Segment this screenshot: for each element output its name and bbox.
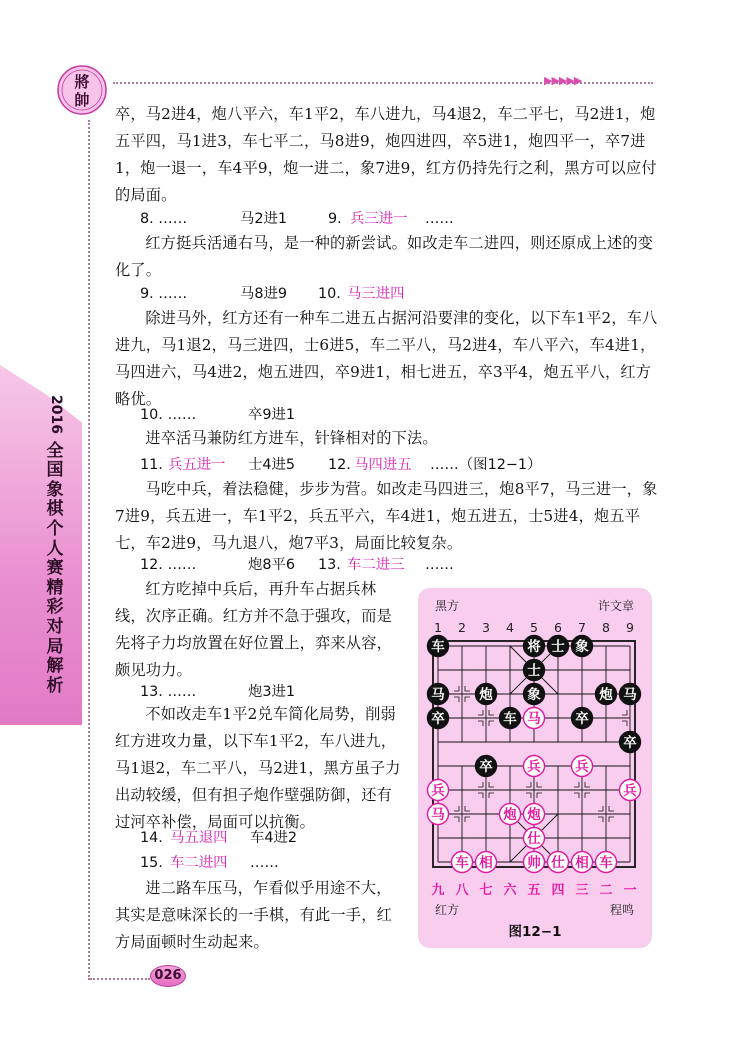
bottom-file-number: 三 [575,883,589,898]
black-piece-label: 车 [503,711,517,727]
footer-dotted-rule [90,978,150,980]
xiangqi-board-diagram [418,588,652,948]
side-title-char: 赛 [46,558,64,579]
page-number-badge: 026 [150,965,186,987]
black-piece-label: 士 [527,663,541,679]
paragraph-6: 红方吃掉中兵后，再升车占据兵林线，次序正确。红方并不急于强攻，而是先将子力均放置在好位置上，弈来从容，颇见功力。 [115,580,392,679]
top-file-number: 2 [458,620,466,635]
position-mark [454,806,459,811]
black-piece-label: 卒 [479,759,493,775]
position-mark [465,686,470,691]
black-piece-label: 马 [623,687,637,703]
bottom-file-number: 六 [503,883,517,898]
paragraph-3: 除进马外，红方还有一种车二进五占据河沿要津的变化，以下车1平2，车八进九，马1退2，马三进四，士6进5，车二平八，马2进4，车八平六，车4进1，马四进六，马4进2，炮五进四，卒9进1，相七进五，卒3平4，炮五平八，红方略优。 [115,309,658,408]
position-mark [526,793,531,798]
red-piece-label: 仕 [527,831,541,847]
side-title-char: 人 [46,538,64,559]
side-title-year: 2016 [47,395,64,434]
red-piece-label: 车 [455,855,469,871]
position-mark [609,817,614,822]
red-piece-label: 马 [431,807,445,823]
top-file-number: 4 [506,620,514,635]
side-title-char: 局 [46,636,64,657]
paragraph-8: 进二路车压马，乍看似乎用途不大，其实是意味深长的一手棋，有此一手，红方局面顿时生动起来。 [115,879,392,951]
top-file-number: 1 [434,620,442,635]
position-mark [585,782,590,787]
position-mark [526,782,531,787]
paragraph-7: 不如改走车1平2兑车简化局势，削弱红方进攻力量，以下车1平2，车八进九，马1退2，车二平八，马2进1，黑方虽子力出动较缓，但有担子炮作壁强防御，还有过河卒补偿，局面可以抗衡。 [115,705,401,831]
red-piece-label: 炮 [503,807,517,823]
side-title-char: 全 [46,440,64,461]
red-piece-label: 兵 [527,759,541,775]
side-title-char: 棋 [46,499,64,520]
position-mark [465,806,470,811]
red-piece-label: 帅 [527,855,541,871]
red-piece-label: 相 [479,855,493,871]
black-piece-label: 马 [431,687,445,703]
position-mark [454,686,459,691]
top-file-number: 5 [530,620,538,635]
top-file-number: 3 [482,620,490,635]
position-mark [598,817,603,822]
side-title-char: 个 [46,518,64,539]
header-arrow-icons: ▶▶▶▶▶ [544,74,582,87]
paragraph-5: 马吃中兵，着法稳健，步步为营。如改走马四进三，炮8平7，马三进一，象7进9，兵五进一，车1平2，兵五平六，车4进1，炮五进五，士5进4，炮五平七，车2进9，马九退八，炮7平3，局面比较复杂。 [115,480,658,552]
position-mark [478,710,483,715]
side-title-char: 对 [46,616,64,637]
position-mark [598,806,603,811]
bottom-file-number: 八 [455,883,469,898]
red-side-label: 红方 [435,903,460,917]
svg-text:帥: 帥 [74,91,90,109]
black-player-name: 许文章 [597,599,634,613]
red-piece-label: 炮 [527,807,541,823]
red-piece-label: 仕 [551,855,565,871]
diagram-caption: 图12−1 [508,924,562,940]
top-file-number: 8 [602,620,610,635]
red-piece-label: 马 [527,711,541,727]
red-piece-label: 兵 [431,783,445,799]
black-piece-label: 卒 [623,735,637,751]
black-piece-label: 炮 [479,687,493,703]
black-piece-label: 卒 [431,711,445,727]
position-mark [454,817,459,822]
paragraph-1: 卒，马2进4，炮八平六，车1平2，车八进九，马4退2，车二平七，马2进1，炮五平四，马1进3，车七平二，马8进9，炮四进四，卒5进1，炮四平一，卒7进1，炮一退一，车4平9，炮一进二，象7进9，红方仍持先行之利，黑方可以应付的局面。 [115,105,657,204]
side-book-title [40,395,70,696]
position-mark [478,782,483,787]
position-mark [609,806,614,811]
position-mark [478,721,483,726]
bottom-file-number: 一 [623,883,637,898]
red-piece-label: 车 [599,855,613,871]
red-player-name: 程鸣 [609,903,634,917]
side-title-char: 精 [46,577,64,598]
position-mark [454,697,459,702]
side-title-char: 解 [46,656,64,677]
top-file-number: 6 [554,620,562,635]
position-mark [622,721,627,726]
top-file-number: 7 [578,620,586,635]
position-mark [489,782,494,787]
position-mark [478,793,483,798]
left-margin-rule [88,120,90,980]
side-title-char: 析 [46,675,64,696]
black-piece-label: 象 [527,687,541,703]
position-mark [574,782,579,787]
bottom-file-number: 九 [431,883,445,898]
red-piece-label: 相 [575,855,589,871]
paragraph-4: 进卒活马兼防红方进车，针锋相对的下法。 [145,429,438,447]
bottom-file-number: 四 [551,883,565,898]
top-file-number: 9 [626,620,634,635]
side-title-char: 国 [46,460,64,481]
black-piece-label: 卒 [575,711,589,727]
bottom-file-number: 二 [599,883,613,898]
position-mark [465,817,470,822]
black-side-label: 黑方 [435,599,460,613]
black-piece-label: 车 [431,639,445,655]
red-piece-label: 兵 [623,783,637,799]
position-mark [574,793,579,798]
jiang-shuai-logo-icon [56,64,108,116]
position-mark [489,793,494,798]
black-piece-label: 象 [575,639,589,655]
black-piece-label: 士 [551,639,565,655]
side-title-char: 彩 [46,597,64,618]
paragraph-2: 红方挺兵活通右马，是一种的新尝试。如改走车二进四，则还原成上述的变化了。 [115,234,654,279]
bottom-file-number: 五 [527,883,541,898]
black-piece-label: 将 [527,639,541,655]
position-mark [489,710,494,715]
position-mark [489,721,494,726]
red-piece-label: 兵 [575,759,589,775]
svg-text:將: 將 [74,73,90,91]
black-piece-label: 炮 [599,687,613,703]
side-title-char: 象 [46,479,64,500]
position-mark [537,782,542,787]
position-mark [585,793,590,798]
position-mark [465,697,470,702]
position-mark [622,710,627,715]
bottom-file-number: 七 [479,883,493,898]
position-mark [537,793,542,798]
